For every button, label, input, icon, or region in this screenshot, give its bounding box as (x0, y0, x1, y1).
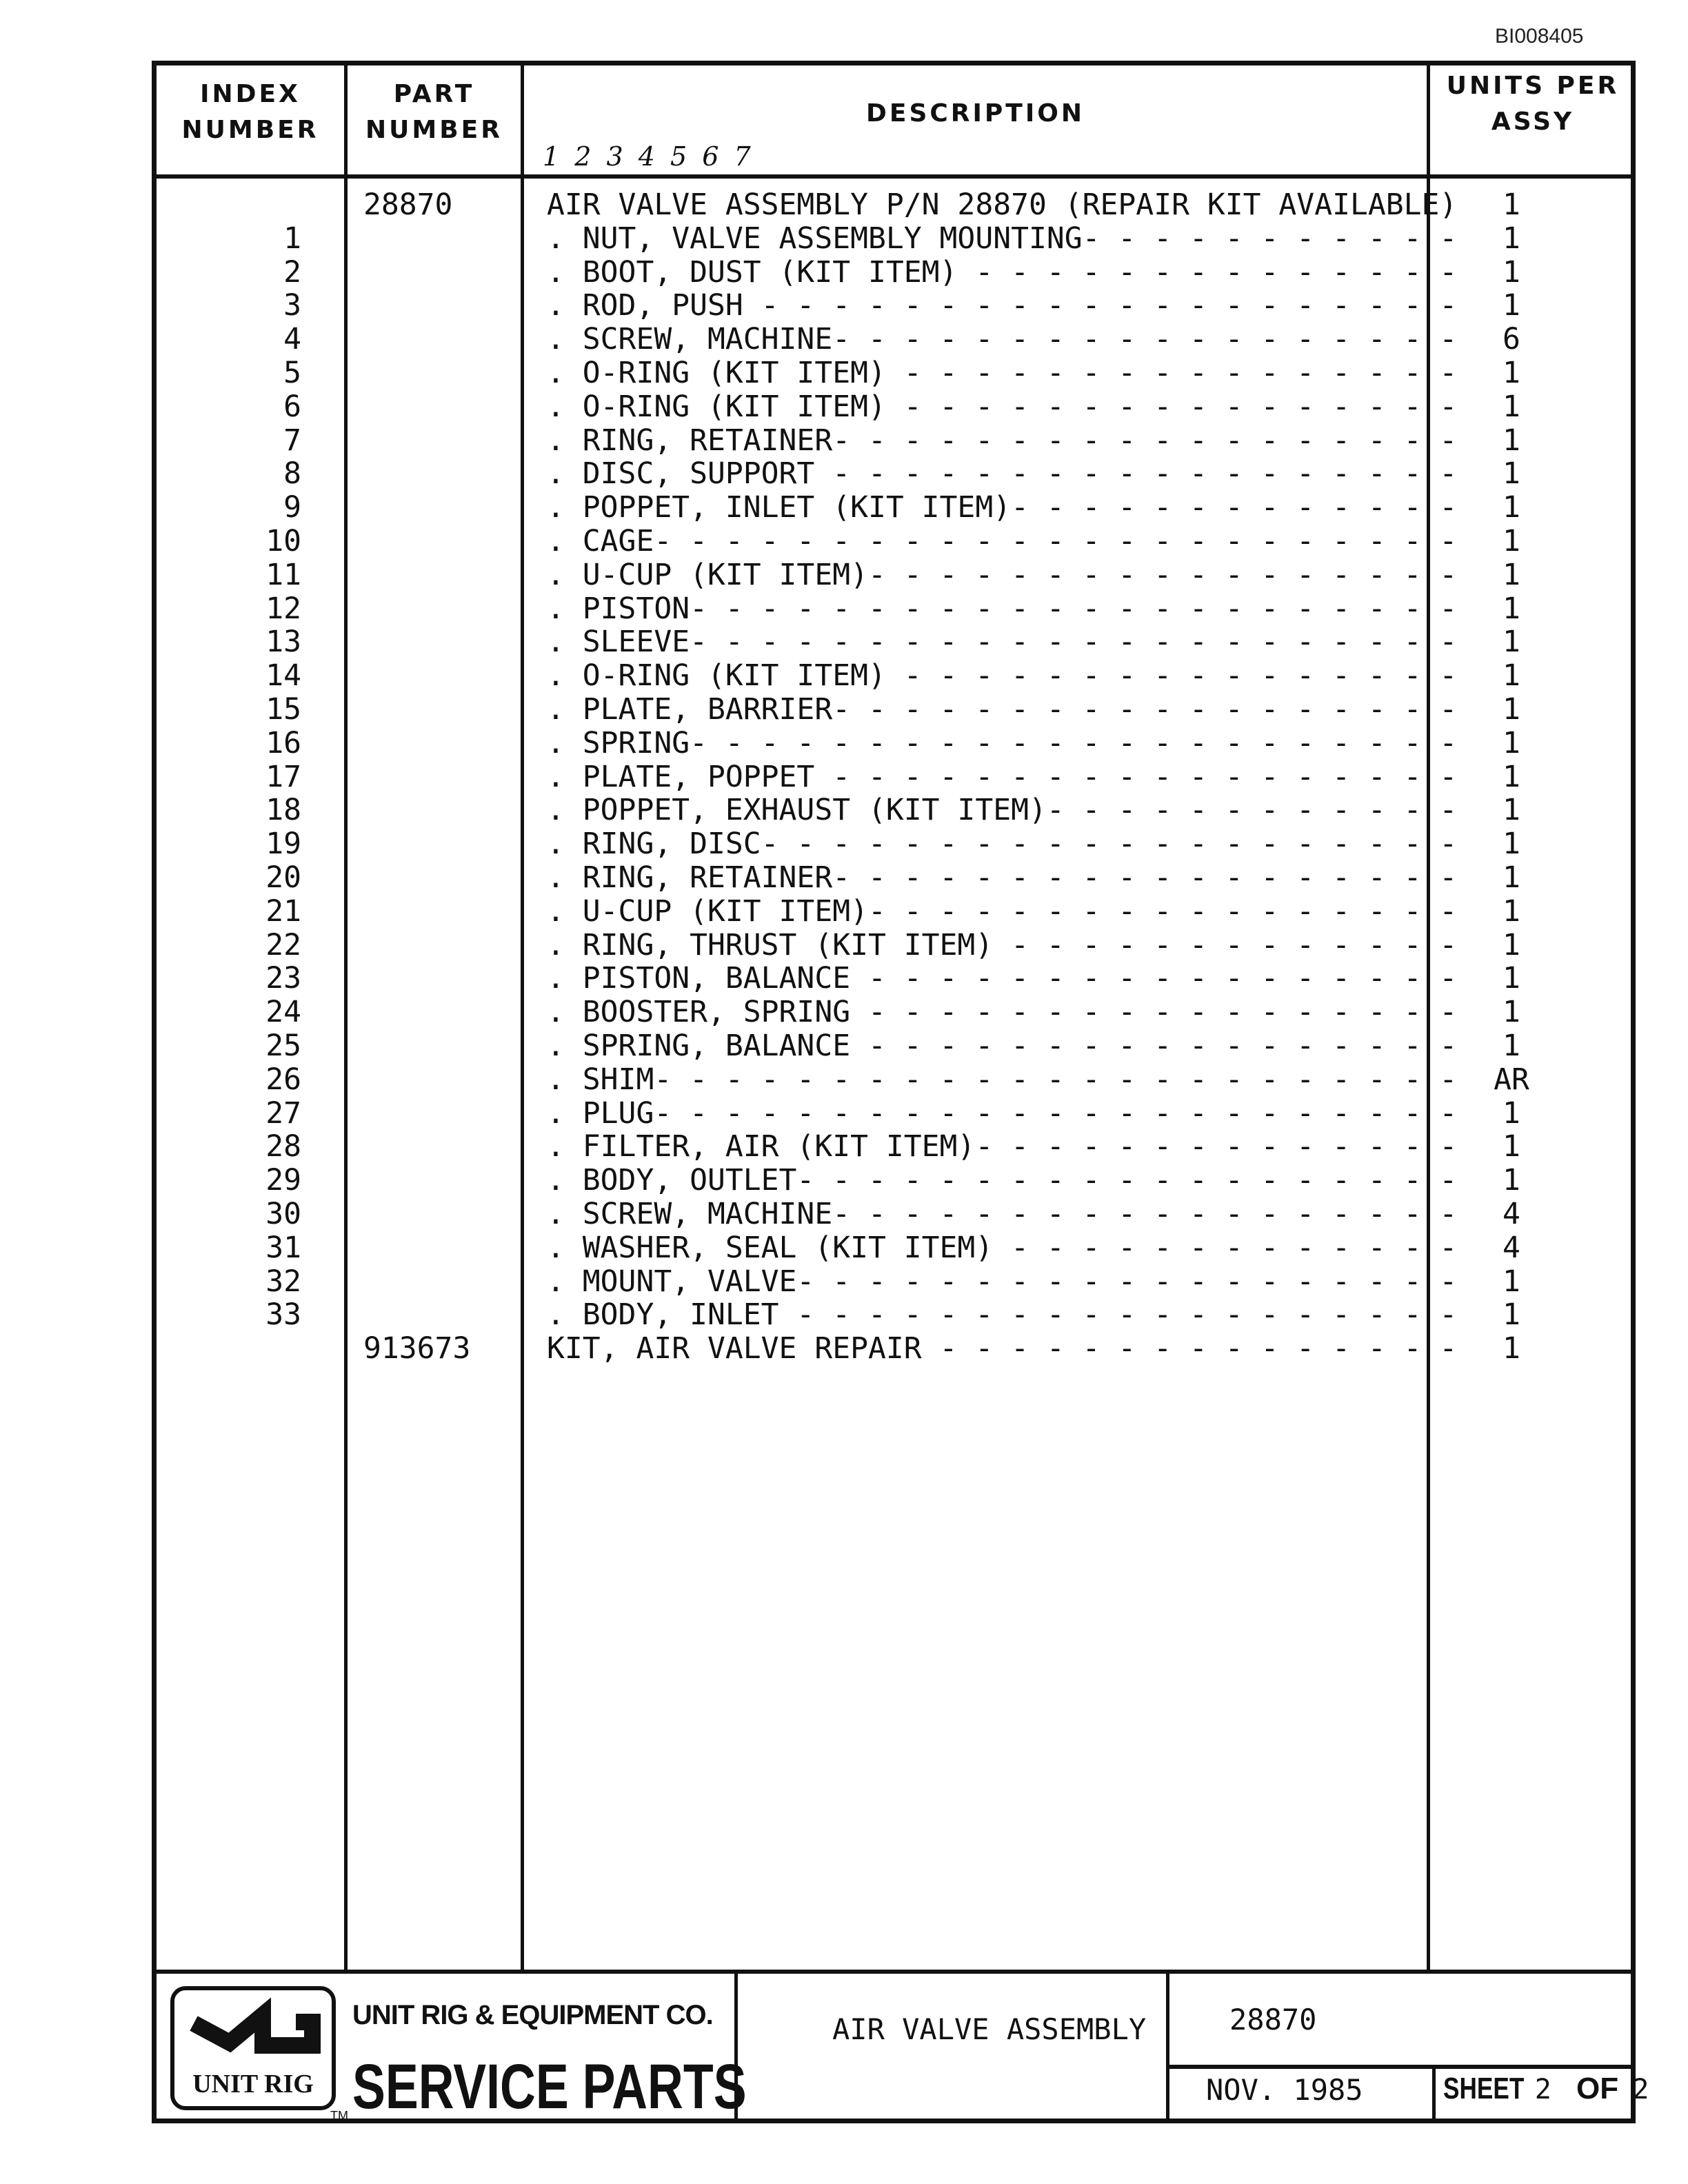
table-row (157, 1197, 1631, 1231)
table-row (157, 693, 1631, 727)
table-row (157, 1130, 1631, 1164)
part-number-cell: 913673 (363, 1331, 471, 1366)
description-cell: . BODY, OUTLET- - - - - - - - - - - - - - - - - - - (547, 1163, 1458, 1198)
description-cell: . U-CUP (KIT ITEM)- - - - - - - - - - - - - - - - - (547, 893, 1458, 929)
index-number-cell: 22 (265, 927, 301, 962)
table-row (157, 222, 1631, 256)
description-cell: . U-CUP (KIT ITEM)- - - - - - - - - - - - - - - - - (547, 557, 1458, 592)
index-number-cell: 20 (265, 860, 301, 895)
index-number-cell: 6 (283, 389, 301, 424)
description-cell: . SPRING- - - - - - - - - - - - - - - - - - - - - - (547, 725, 1458, 760)
table-row (157, 558, 1631, 592)
description-cell: . POPPET, EXHAUST (KIT ITEM)- - - - - - - - - - - - (547, 793, 1458, 828)
assembly-title: AIR VALVE ASSEMBLY (832, 2012, 1147, 2046)
company-name: UNIT RIG & EQUIPMENT CO. (352, 2000, 713, 2030)
description-cell: . O-RING (KIT ITEM) - - - - - - - - - - - - - - - - (547, 658, 1458, 694)
description-cell: . SCREW, MACHINE- - - - - - - - - - - - - - - - - - (547, 1197, 1458, 1231)
table-row (157, 929, 1631, 962)
index-number-cell: 27 (265, 1095, 301, 1131)
index-number-cell: 8 (283, 456, 301, 492)
units-cell: 1 (1503, 995, 1520, 1030)
description-cell: . RING, RETAINER- - - - - - - - - - - - - - - - - - (547, 423, 1458, 458)
table-row (157, 995, 1631, 1029)
units-cell: 1 (1503, 1331, 1520, 1366)
units-cell: 1 (1503, 1129, 1520, 1164)
index-number-cell: 28 (265, 1129, 301, 1164)
units-cell: 1 (1503, 1264, 1520, 1299)
units-cell: 1 (1503, 1163, 1520, 1198)
units-cell: 1 (1503, 893, 1520, 929)
description-cell: . BODY, INLET - - - - - - - - - - - - - - - - - - - (547, 1297, 1458, 1333)
description-cell: . O-RING (KIT ITEM) - - - - - - - - - - - - - - - - (547, 356, 1458, 390)
units-cell: 1 (1503, 860, 1520, 895)
index-number-cell: 21 (265, 893, 301, 929)
sheet-label: SHEET (1443, 2072, 1525, 2105)
table-row (157, 525, 1631, 558)
index-number-cell: 11 (265, 557, 301, 592)
table-row (157, 390, 1631, 424)
description-cell: . O-RING (KIT ITEM) - - - - - - - - - - - - - - - - (547, 389, 1458, 424)
parts-list-frame (152, 61, 1649, 2123)
units-cell: 1 (1503, 961, 1520, 996)
index-number-cell: 25 (265, 1029, 301, 1063)
trademark-mark: TM (330, 2109, 348, 2123)
units-cell: 1 (1503, 254, 1520, 290)
index-number-cell: 7 (283, 423, 301, 458)
document-id: BI008405 (1495, 25, 1584, 48)
index-number-cell: 9 (283, 490, 301, 525)
units-cell: 1 (1503, 591, 1520, 626)
sheet-indicator (1443, 2072, 1649, 2106)
index-number-cell: 19 (265, 827, 301, 862)
description-cell: AIR VALVE ASSEMBLY P/N 28870 (REPAIR KIT AVAILABLE) (547, 188, 1458, 222)
description-cell: . FILTER, AIR (KIT ITEM)- - - - - - - - - - - - - - (547, 1129, 1458, 1164)
table-row (157, 356, 1631, 390)
table-row (157, 188, 1631, 222)
description-cell: . SPRING, BALANCE - - - - - - - - - - - - - - - - - (547, 1029, 1458, 1063)
index-number-cell: 32 (265, 1264, 301, 1299)
index-number-cell: 31 (265, 1230, 301, 1265)
description-cell: . RING, THRUST (KIT ITEM) - - - - - - - - - - - - - (547, 927, 1458, 962)
description-cell: . RING, RETAINER- - - - - - - - - - - - - - - - - - (547, 860, 1458, 895)
units-cell: 1 (1503, 288, 1520, 323)
index-number-cell: 13 (265, 625, 301, 660)
description-cell: . SHIM- - - - - - - - - - - - - - - - - - - - - - - (547, 1062, 1458, 1097)
indent-level-digits: 1 2 3 4 5 6 7 (543, 141, 751, 172)
units-cell: 1 (1503, 827, 1520, 862)
sheet-number: 2 (1534, 2074, 1551, 2105)
index-number-cell: 1 (283, 221, 301, 256)
index-number-cell: 12 (265, 591, 301, 626)
table-row (157, 793, 1631, 827)
description-cell: . WASHER, SEAL (KIT ITEM) - - - - - - - - - - - - - (547, 1230, 1458, 1265)
table-row (157, 1332, 1631, 1366)
index-number-cell: 26 (265, 1062, 301, 1097)
units-cell: 1 (1503, 456, 1520, 492)
index-number-cell: 18 (265, 793, 301, 828)
description-cell: . MOUNT, VALVE- - - - - - - - - - - - - - - - - - - (547, 1264, 1458, 1299)
description-cell: . RING, DISC- - - - - - - - - - - - - - - - - - - - (547, 827, 1458, 862)
table-row (157, 289, 1631, 323)
table-row (157, 424, 1631, 458)
table-row (157, 727, 1631, 760)
footer-mid-rule (1166, 2065, 1631, 2069)
index-number-header: INDEX NUMBER (181, 80, 319, 144)
index-number-cell: 4 (283, 322, 301, 357)
table-row (157, 1231, 1631, 1265)
units-cell: 1 (1503, 423, 1520, 458)
of-label: OF (1576, 2072, 1619, 2105)
units-cell: 1 (1503, 1095, 1520, 1131)
description-header: DESCRIPTION (865, 99, 1085, 128)
table-row (157, 1063, 1631, 1097)
sheet-total: 2 (1632, 2074, 1649, 2105)
units-cell: 1 (1503, 356, 1520, 390)
units-cell: 1 (1503, 725, 1520, 760)
footer-block (157, 1974, 1649, 2123)
table-row (157, 827, 1631, 861)
units-cell: 1 (1503, 927, 1520, 962)
description-cell: . SLEEVE- - - - - - - - - - - - - - - - - - - - - - (547, 625, 1458, 660)
description-cell: . PLATE, POPPET - - - - - - - - - - - - - - - - - - (547, 759, 1458, 794)
logo-text: UNIT RIG (192, 2070, 314, 2099)
units-cell: 1 (1503, 524, 1520, 558)
index-number-cell: 23 (265, 961, 301, 996)
description-cell: . PISTON, BALANCE - - - - - - - - - - - - - - - - - (547, 961, 1458, 996)
units-cell: 1 (1503, 557, 1520, 592)
units-cell: 1 (1503, 490, 1520, 525)
units-cell: 1 (1503, 759, 1520, 794)
table-row (157, 1265, 1631, 1299)
table-row (157, 895, 1631, 929)
table-row (157, 962, 1631, 995)
description-cell: . NUT, VALVE ASSEMBLY MOUNTING- - - - - - - - - - - (547, 221, 1458, 256)
units-cell: 4 (1503, 1197, 1520, 1231)
table-row (157, 1097, 1631, 1131)
assembly-part-number: 28870 (1229, 2003, 1317, 2036)
units-cell: 1 (1503, 1297, 1520, 1333)
table-row (157, 861, 1631, 895)
units-cell: 1 (1503, 221, 1520, 256)
issue-date: NOV. 1985 (1206, 2073, 1363, 2107)
part-number-header: PART NUMBER (365, 80, 503, 144)
table-row (157, 1164, 1631, 1197)
footer-divider (1166, 1974, 1169, 2119)
unit-rig-logo-mark-icon (174, 1994, 332, 2070)
table-row (157, 491, 1631, 525)
description-cell: . PLATE, BARRIER- - - - - - - - - - - - - - - - - - (547, 692, 1458, 727)
table-row (157, 760, 1631, 794)
index-number-cell: 29 (265, 1163, 301, 1198)
description-cell: . DISC, SUPPORT - - - - - - - - - - - - - - - - - - (547, 456, 1458, 492)
index-number-cell: 17 (265, 759, 301, 794)
table-row (157, 1029, 1631, 1063)
table-row (157, 323, 1631, 356)
description-cell: . POPPET, INLET (KIT ITEM)- - - - - - - - - - - - - (547, 490, 1458, 525)
table-row (157, 625, 1631, 659)
table-row (157, 457, 1631, 491)
units-cell: 1 (1503, 1029, 1520, 1063)
header-rule (157, 174, 1631, 179)
table-row (157, 592, 1631, 626)
description-cell: . CAGE- - - - - - - - - - - - - - - - - - - - - - - (547, 524, 1458, 558)
description-cell: . BOOSTER, SPRING - - - - - - - - - - - - - - - - - (547, 995, 1458, 1030)
index-number-cell: 10 (265, 524, 301, 558)
units-cell: AR (1494, 1062, 1529, 1097)
units-cell: 4 (1503, 1230, 1520, 1265)
units-cell: 1 (1503, 188, 1520, 222)
units-cell: 1 (1503, 692, 1520, 727)
description-cell: . SCREW, MACHINE- - - - - - - - - - - - - - - - - - (547, 322, 1458, 357)
description-cell: . PISTON- - - - - - - - - - - - - - - - - - - - - - (547, 591, 1458, 626)
description-cell: . ROD, PUSH - - - - - - - - - - - - - - - - - - - - (547, 288, 1458, 323)
units-cell: 1 (1503, 389, 1520, 424)
index-number-cell: 5 (283, 356, 301, 390)
units-cell: 1 (1503, 658, 1520, 694)
index-number-cell: 24 (265, 995, 301, 1030)
index-number-cell: 3 (283, 288, 301, 323)
index-number-cell: 16 (265, 725, 301, 760)
unit-rig-logo (170, 1986, 336, 2110)
table-row (157, 659, 1631, 693)
units-per-assy-header: UNITS PER ASSY (1446, 72, 1620, 136)
service-parts-title: SERVICE PARTS (352, 2052, 747, 2122)
description-cell: . PLUG- - - - - - - - - - - - - - - - - - - - - - - (547, 1095, 1458, 1131)
part-number-cell: 28870 (363, 188, 453, 222)
index-number-cell: 14 (265, 658, 301, 694)
index-number-cell: 30 (265, 1197, 301, 1231)
table-row (157, 256, 1631, 290)
description-cell: . BOOT, DUST (KIT ITEM) - - - - - - - - - - - - - - (547, 254, 1458, 290)
index-number-cell: 33 (265, 1297, 301, 1333)
description-cell: KIT, AIR VALVE REPAIR - - - - - - - - - - - - - - - (547, 1331, 1458, 1366)
units-cell: 1 (1503, 793, 1520, 828)
table-row (157, 1298, 1631, 1332)
units-cell: 1 (1503, 625, 1520, 660)
index-number-cell: 2 (283, 254, 301, 290)
footer-divider (1432, 2065, 1436, 2120)
index-number-cell: 15 (265, 692, 301, 727)
units-cell: 6 (1503, 322, 1520, 357)
